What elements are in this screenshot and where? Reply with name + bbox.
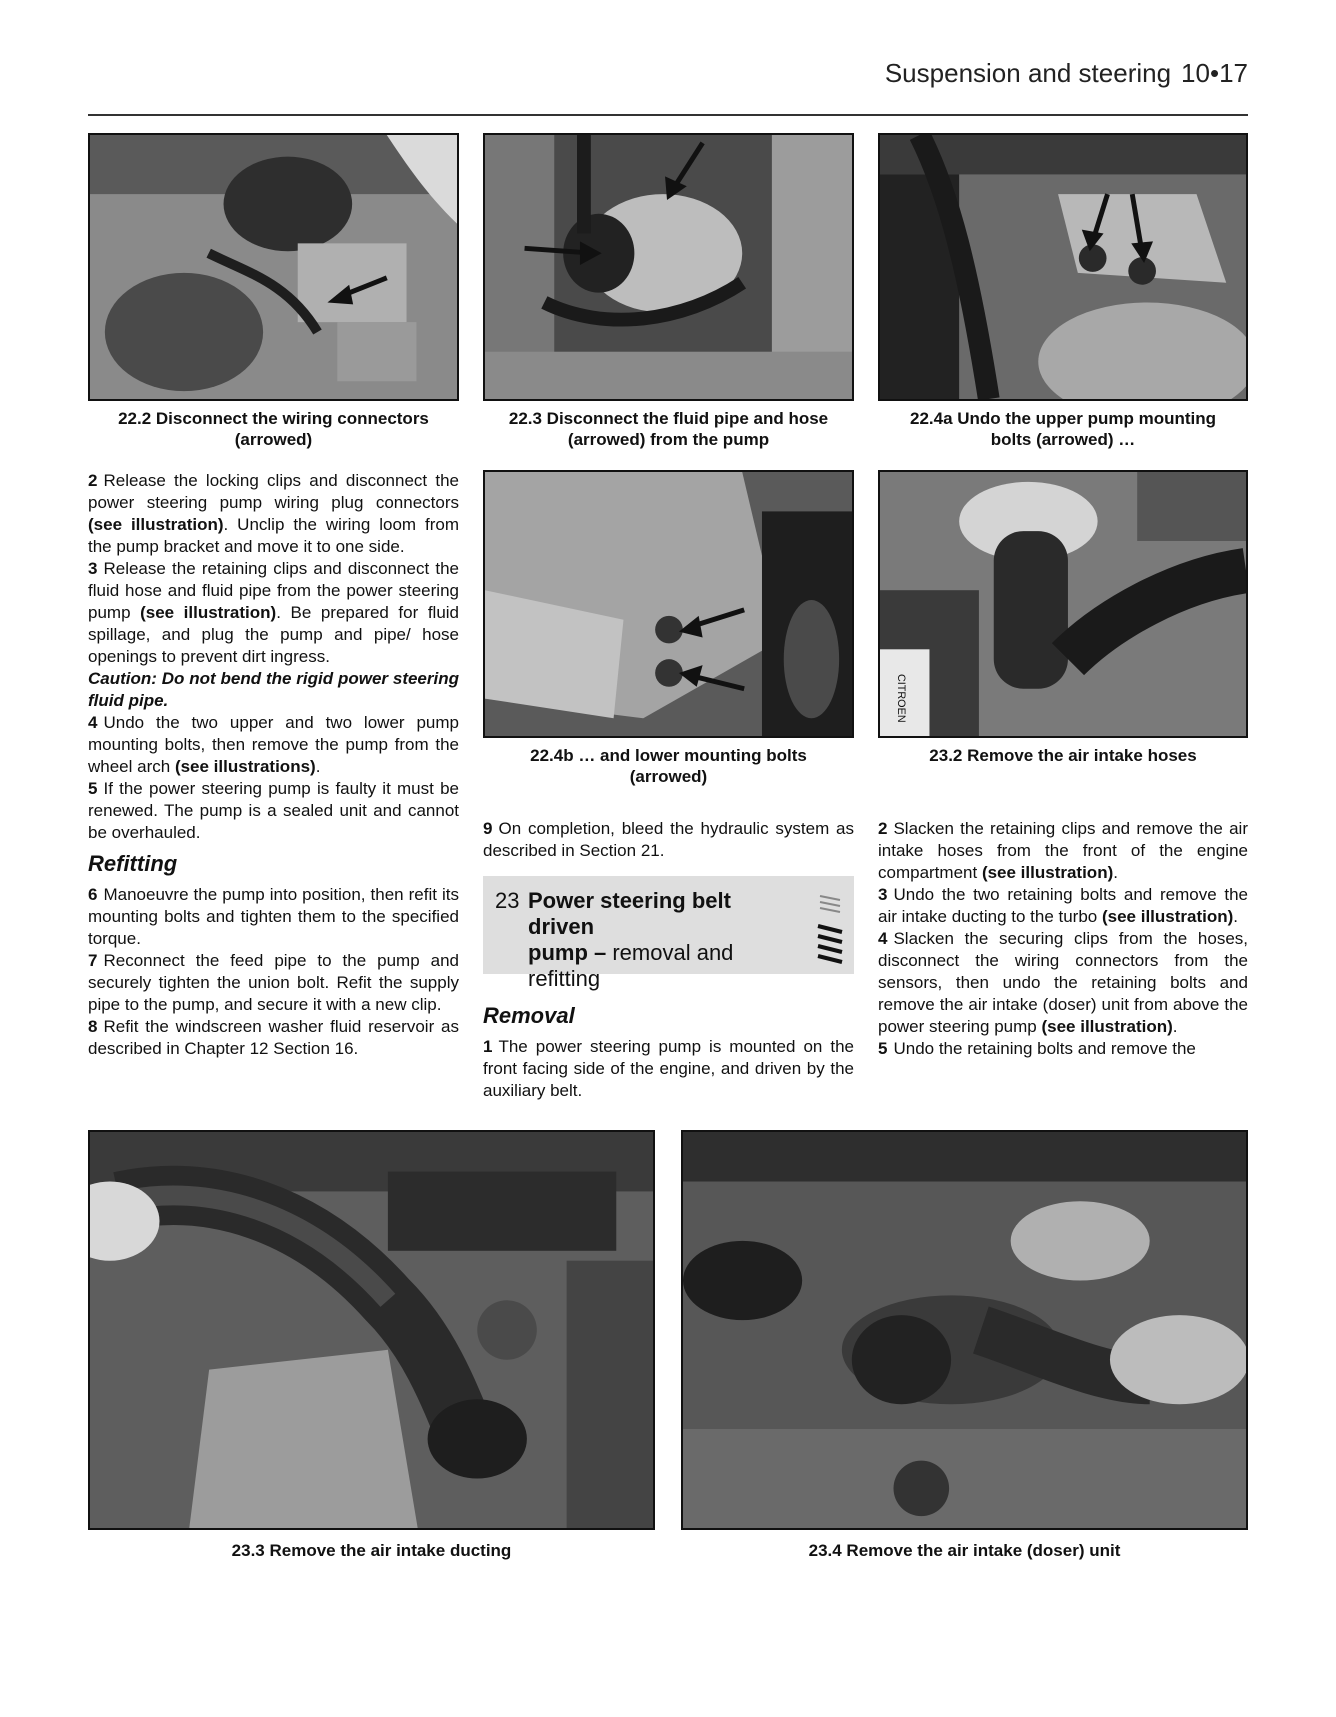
difficulty-spanner-icon — [814, 890, 846, 966]
column-2-bottom — [483, 996, 854, 1102]
step-text: Refit the windscreen washer fluid reservoir as described in Chapter 12 Section 16. — [88, 1017, 459, 1058]
step-ref: (see illustration) — [88, 515, 224, 534]
step-7 — [88, 950, 459, 1016]
caption-23-3-line1: 23.3 Remove the air intake ducting — [231, 1541, 512, 1560]
step-5 — [88, 778, 459, 844]
step-text: Slacken the securing clips from the hoses, disconnect the wiring connectors from the sensors, then undo the retaining bolts and remove the air intake (doser) unit from above the power steering pump — [878, 929, 1248, 1036]
caption-22-3 — [483, 408, 854, 450]
step-1 — [483, 1036, 854, 1102]
step-ref: (see illustration) — [1041, 1017, 1173, 1036]
step-ref: (see illustrations) — [174, 757, 316, 776]
step-ref: (see illustration) — [981, 863, 1114, 882]
section-title — [528, 888, 788, 992]
step-number: 8 — [88, 1017, 98, 1036]
step-8 — [88, 1016, 459, 1060]
photo-22-4a — [878, 133, 1248, 401]
step-text: If the power steering pump is faulty it must be renewed. The pump is a sealed unit and cannot be overhauled. — [88, 779, 459, 842]
photo-22-4b — [483, 470, 854, 738]
step-text: Release the locking clips and disconnect the power steering pump wiring plug connectors — [88, 471, 459, 512]
step-6 — [88, 884, 459, 950]
photo-23-3 — [88, 1130, 655, 1530]
step-4 — [88, 712, 459, 778]
step-number: 3 — [88, 559, 98, 578]
header-rule — [88, 114, 1248, 116]
caption-22-4a-line1: 22.4a Undo the upper pump mounting — [910, 409, 1216, 428]
step-ref: (see illustration) — [140, 603, 277, 622]
step-text: . Be prepared for fluid spillage, and plug the pump and pipe/ hose openings to prevent dirt ingress. — [88, 603, 460, 666]
caption-22-4b-line2: (arrowed) — [629, 767, 708, 786]
step-number: 9 — [483, 819, 493, 838]
step-5 — [878, 1038, 1248, 1060]
column-3 — [878, 818, 1248, 1060]
caption-23-2-line1: 23.2 Remove the air intake hoses — [929, 746, 1197, 765]
step-3 — [88, 558, 459, 668]
photo-23-2 — [878, 470, 1248, 738]
step-text: Release the retaining clips and disconnect the fluid hose and fluid pipe from the power steering pump — [88, 559, 459, 622]
step-text: The power steering pump is mounted on the front facing side of the engine, and driven by the auxiliary belt. — [483, 1037, 854, 1100]
step-text: On completion, bleed the hydraulic system as described in Section 21. — [483, 819, 854, 860]
step-number: 3 — [878, 885, 888, 904]
step-2 — [88, 470, 459, 558]
step-number: 5 — [878, 1039, 888, 1058]
step-text: Slacken the retaining clips and remove the air intake hoses from the front of the engine compartment — [878, 819, 1248, 882]
step-ref: (see illustration) — [1101, 907, 1234, 926]
caption-23-3 — [88, 1540, 655, 1561]
caption-22-2 — [88, 408, 459, 450]
caption-22-3-line1: 22.3 Disconnect the fluid pipe and hose — [508, 409, 829, 428]
caution-note: Caution: Do not bend the rigid power steering fluid pipe. — [88, 669, 459, 710]
caption-22-4a-line2: bolts (arrowed) … — [990, 430, 1136, 449]
step-number: 2 — [878, 819, 888, 838]
step-3 — [878, 884, 1248, 928]
removal-heading: Removal — [483, 1003, 575, 1028]
caption-23-4-line1: 23.4 Remove the air intake (doser) unit — [808, 1541, 1121, 1560]
step-number: 5 — [88, 779, 98, 798]
section-title-bold: Power steering belt driven — [528, 888, 731, 939]
step-number: 4 — [878, 929, 888, 948]
photo-22-3 — [483, 133, 854, 401]
step-9 — [483, 818, 854, 862]
step-text: Manoeuvre the pump into position, then refit its mounting bolts and tighten them to the specified torque. — [88, 885, 459, 948]
caption-22-3-line2: (arrowed) from the pump — [567, 430, 770, 449]
step-text: Undo the retaining bolts and remove the — [893, 1039, 1196, 1058]
step-text: . — [315, 757, 321, 776]
caption-22-4b — [483, 745, 854, 787]
refitting-heading: Refitting — [88, 851, 178, 876]
step-text: . — [1172, 1017, 1178, 1036]
section-title-bold: pump – — [528, 940, 607, 965]
step-number: 2 — [88, 471, 98, 490]
step-text: . — [1233, 907, 1239, 926]
caption-23-2 — [878, 745, 1248, 766]
step-text: . — [1113, 863, 1118, 882]
section-23-heading — [483, 876, 854, 991]
step-number: 6 — [88, 885, 98, 904]
photo-23-4 — [681, 1130, 1248, 1530]
step-text: Undo the two upper and two lower pump mounting bolts, then remove the pump from the wheel arch — [88, 713, 459, 776]
citroen-badge: CITROEN — [894, 673, 907, 723]
caption-22-2-line2: (arrowed) — [234, 430, 313, 449]
column-1 — [88, 470, 459, 1060]
section-title-sub: removal and refitting — [528, 940, 734, 991]
caption-22-2-line1: 22.2 Disconnect the wiring connectors — [118, 409, 429, 428]
step-text: Undo the two retaining bolts and remove the air intake ducting to the turbo — [878, 885, 1248, 926]
step-4 — [878, 928, 1248, 1038]
step-number: 7 — [88, 951, 98, 970]
caption-22-4a — [878, 408, 1248, 450]
caption-22-4b-line1: 22.4b … and lower mounting bolts — [530, 746, 807, 765]
section-number: 23 — [495, 888, 520, 913]
step-number: 1 — [483, 1037, 493, 1056]
running-header — [885, 58, 1248, 89]
step-number: 4 — [88, 713, 98, 732]
step-2 — [878, 818, 1248, 884]
page-number: 10•17 — [1181, 58, 1248, 88]
step-text: Reconnect the feed pipe to the pump and securely tighten the union bolt. Refit the supply pipe to the pump, and secure it with a new clip. — [88, 951, 459, 1014]
photo-22-2 — [88, 133, 459, 401]
chapter-title: Suspension and steering — [884, 58, 1172, 88]
column-2-top — [483, 818, 854, 862]
caption-23-4 — [681, 1540, 1248, 1561]
step-text: . Unclip the wiring loom from the pump bracket and move it to one side. — [88, 515, 459, 556]
